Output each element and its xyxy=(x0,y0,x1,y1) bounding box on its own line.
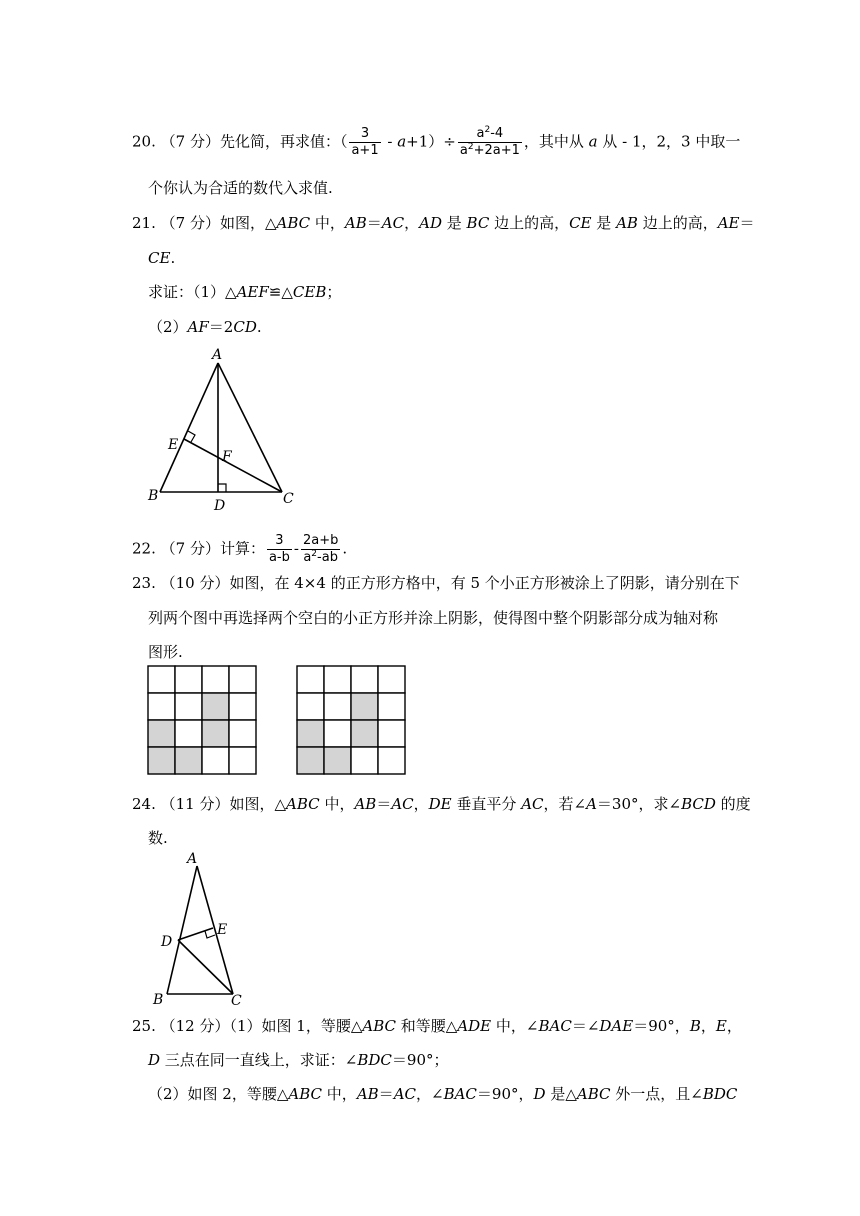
q24-line1: 24. （11 分）如图，△ABC 中，AB＝AC，DE 垂直平分 AC，若∠A＝30°，求∠BCD 的度 xyxy=(132,795,751,813)
grid-cell xyxy=(175,693,202,720)
q23-line2: 列两个图中再选择两个空白的小正方形并涂上阴影，使得图中整个阴影部分成为轴对称 xyxy=(148,609,719,627)
q23-grid-1 xyxy=(148,666,258,776)
q23-number: 23. xyxy=(132,574,156,592)
q21-triangle-figure xyxy=(140,345,310,515)
label-a: A xyxy=(212,347,223,363)
q20-line2: 个你认为合适的数代入求值. xyxy=(148,179,333,197)
side-ab xyxy=(160,363,218,492)
grid-cell xyxy=(351,666,378,693)
q21-line3: 求证：（1）△AEF≌△CEB； xyxy=(148,283,342,301)
grid-cell xyxy=(229,693,256,720)
grid-cell xyxy=(378,693,405,720)
grid-cell xyxy=(148,693,175,720)
q24-triangle-figure xyxy=(145,848,265,1008)
label-f: F xyxy=(222,449,232,465)
grid-cell xyxy=(202,747,229,774)
label-c: C xyxy=(283,491,294,507)
grid-cell xyxy=(229,747,256,774)
q23-grid-2 xyxy=(297,666,407,776)
q23-line3: 图形. xyxy=(148,643,183,661)
grid-cell-shaded xyxy=(297,720,324,747)
grid-cell xyxy=(351,747,378,774)
grid-cell-shaded xyxy=(148,747,175,774)
q20-number: 20. xyxy=(132,132,156,151)
q24-line2: 数. xyxy=(148,829,168,847)
label-c: C xyxy=(231,993,242,1009)
grid-cell xyxy=(324,693,351,720)
label-b: B xyxy=(153,992,164,1008)
grid-cell xyxy=(175,666,202,693)
grid-cell-shaded xyxy=(324,747,351,774)
q25-number: 25. xyxy=(132,1017,156,1035)
grid-cell-shaded xyxy=(175,747,202,774)
grid-cell-shaded xyxy=(202,693,229,720)
grid-cell xyxy=(229,666,256,693)
grid-cell-shaded xyxy=(148,720,175,747)
label-d: D xyxy=(161,934,173,950)
grid-cell xyxy=(175,720,202,747)
q20-fraction-2: $\frac{a^2-4}{a^2+2a+1}$ xyxy=(459,125,520,158)
grid-cell xyxy=(378,720,405,747)
right-angle-mark-e xyxy=(205,931,215,938)
q25-line3: （2）如图 2，等腰△ABC 中，AB＝AC，∠BAC＝90°，D 是△ABC 外一点，且∠BDC xyxy=(148,1085,738,1103)
grid-cell-shaded xyxy=(297,747,324,774)
q23-line1: 23. （10 分）如图，在 4×4 的正方形方格中，有 5 个小正方形被涂上了阴影，请分别在下 xyxy=(132,574,740,592)
q20-fraction-1: $\frac{3}{a+1}$ xyxy=(351,126,379,158)
q21-line2: CE. xyxy=(148,249,176,267)
grid-cell xyxy=(324,666,351,693)
label-e: E xyxy=(217,922,228,938)
q22-number: 22. xyxy=(132,539,156,558)
side-ac xyxy=(218,363,282,492)
q21-line1: 21. （7 分）如图，△ABC 中，AB＝AC，AD 是 BC 边上的高，CE 是 AB 边上的高，AE＝ xyxy=(132,214,755,232)
q25-line2: D 三点在同一直线上，求证：∠BDC＝90°； xyxy=(148,1051,449,1069)
q25-line1: 25. （12 分）（1）如图 1，等腰△ABC 和等腰△ADE 中，∠BAC＝∠DAE＝90°，B，E， xyxy=(132,1017,742,1035)
grid-cell xyxy=(297,693,324,720)
grid-cell-shaded xyxy=(202,720,229,747)
side-ac xyxy=(197,866,233,994)
grid-cell-shaded xyxy=(351,720,378,747)
grid-cell xyxy=(378,747,405,774)
grid-cell xyxy=(297,666,324,693)
q22-line: 22. （7 分）计算： $\frac{3}{a-b}$ - $\frac{2a+b}{a^2-ab}$ . xyxy=(132,533,348,565)
grid-cell xyxy=(324,720,351,747)
q22-fraction-2: $\frac{2a+b}{a^2-ab}$ xyxy=(302,533,339,565)
right-angle-mark-d xyxy=(218,484,226,492)
label-e: E xyxy=(168,437,179,453)
grid-cell xyxy=(229,720,256,747)
q21-line4: （2）AF＝2CD. xyxy=(148,318,262,336)
altitude-ce xyxy=(184,439,282,492)
grid-cell xyxy=(378,666,405,693)
q24-number: 24. xyxy=(132,795,156,813)
grid-cell-shaded xyxy=(351,693,378,720)
label-b: B xyxy=(148,488,159,504)
q21-number: 21. xyxy=(132,214,156,232)
grid-cell xyxy=(148,666,175,693)
grid-cell xyxy=(202,666,229,693)
q22-fraction-1: $\frac{3}{a-b}$ xyxy=(268,533,290,565)
side-ab xyxy=(167,866,197,994)
label-d: D xyxy=(214,498,226,514)
q20-line1: 20. （7 分）先化简，再求值：（ $\frac{3}{a+1}$ - a+1）÷ $\frac{a^2-4}{a^2+2a+1}$ ，其中从 a 从 - 1，2，3 中取一 xyxy=(132,125,741,158)
right-angle-mark-e xyxy=(188,431,195,442)
label-a: A xyxy=(187,851,198,867)
